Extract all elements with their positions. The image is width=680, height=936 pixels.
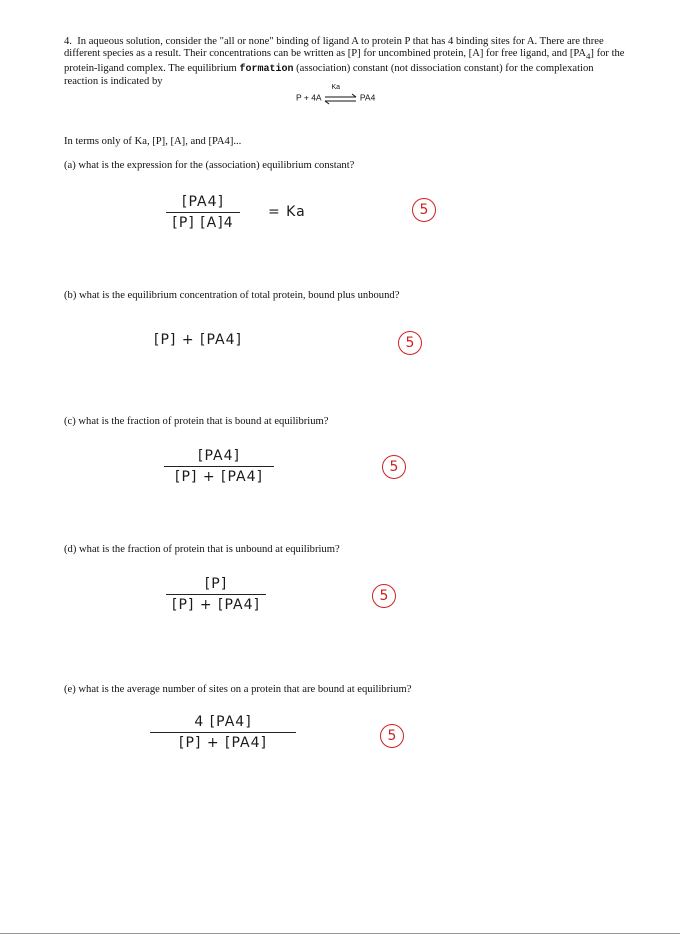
answer-a-denominator: [P] [A]4 xyxy=(172,215,234,231)
answer-e-numerator: 4 [PA4] xyxy=(194,714,252,730)
reaction-right: PA4 xyxy=(359,92,376,103)
question-d: (d) what is the fraction of protein that is unbound at equilibrium? xyxy=(64,544,340,555)
reaction-equation xyxy=(296,84,376,106)
answer-e-fraction xyxy=(150,714,296,751)
answer-d-numerator: [P] xyxy=(204,576,228,592)
fraction-bar xyxy=(166,212,240,213)
reaction-left: P + 4A xyxy=(296,92,322,103)
problem-text-2: ] for the protein-ligand complex. The equilibrium xyxy=(64,48,625,74)
problem-text-1: In aqueous solution, consider the "all or none" binding of ligand A to protein P that has 4 binding sites for A. There are three different species as a result. Their concentrations can be written as [P] for uncombined protein, [A] for free ligand, and [PA xyxy=(64,36,604,60)
equilibrium-arrow-icon xyxy=(324,92,358,108)
answer-a-fraction xyxy=(166,194,240,231)
answer-c-numerator: [PA4] xyxy=(198,448,240,464)
answer-c-denominator: [P] + [PA4] xyxy=(175,469,263,485)
problem-text-3: (association) constant (not dissociation constant) for the complexation reaction is indicated by xyxy=(64,62,594,88)
problem-subscript: 4 xyxy=(585,51,591,62)
question-c: (c) what is the fraction of protein that is bound at equilibrium? xyxy=(64,416,329,427)
answer-c-fraction xyxy=(164,448,274,485)
score-a: 5 xyxy=(412,198,436,222)
score-e: 5 xyxy=(380,724,404,748)
score-d: 5 xyxy=(372,584,396,608)
score-b: 5 xyxy=(398,331,422,355)
answer-a-numerator: [PA4] xyxy=(182,194,224,210)
fraction-bar xyxy=(166,594,266,595)
problem-statement xyxy=(64,36,630,89)
answer-a-tail: = Ka xyxy=(268,204,306,220)
answer-d-denominator: [P] + [PA4] xyxy=(172,597,260,613)
fraction-bar xyxy=(150,732,296,733)
answer-d-fraction xyxy=(166,576,266,613)
terms-line: In terms only of Ka, [P], [A], and [PA4]... xyxy=(64,136,242,147)
question-b: (b) what is the equilibrium concentration of total protein, bound plus unbound? xyxy=(64,290,400,301)
score-c: 5 xyxy=(382,455,406,479)
answer-b: [P] + [PA4] xyxy=(154,332,242,348)
question-a: (a) what is the expression for the (association) equilibrium constant? xyxy=(64,160,355,171)
page-bottom-edge xyxy=(0,933,680,934)
problem-bold-word: formation xyxy=(239,63,294,75)
problem-number: 4. xyxy=(64,36,72,47)
question-e: (e) what is the average number of sites on a protein that are bound at equilibrium? xyxy=(64,684,412,695)
fraction-bar xyxy=(164,466,274,467)
equilibrium-arrows xyxy=(324,84,358,106)
reaction-constant: Ka xyxy=(331,84,341,91)
answer-e-denominator: [P] + [PA4] xyxy=(179,735,267,751)
